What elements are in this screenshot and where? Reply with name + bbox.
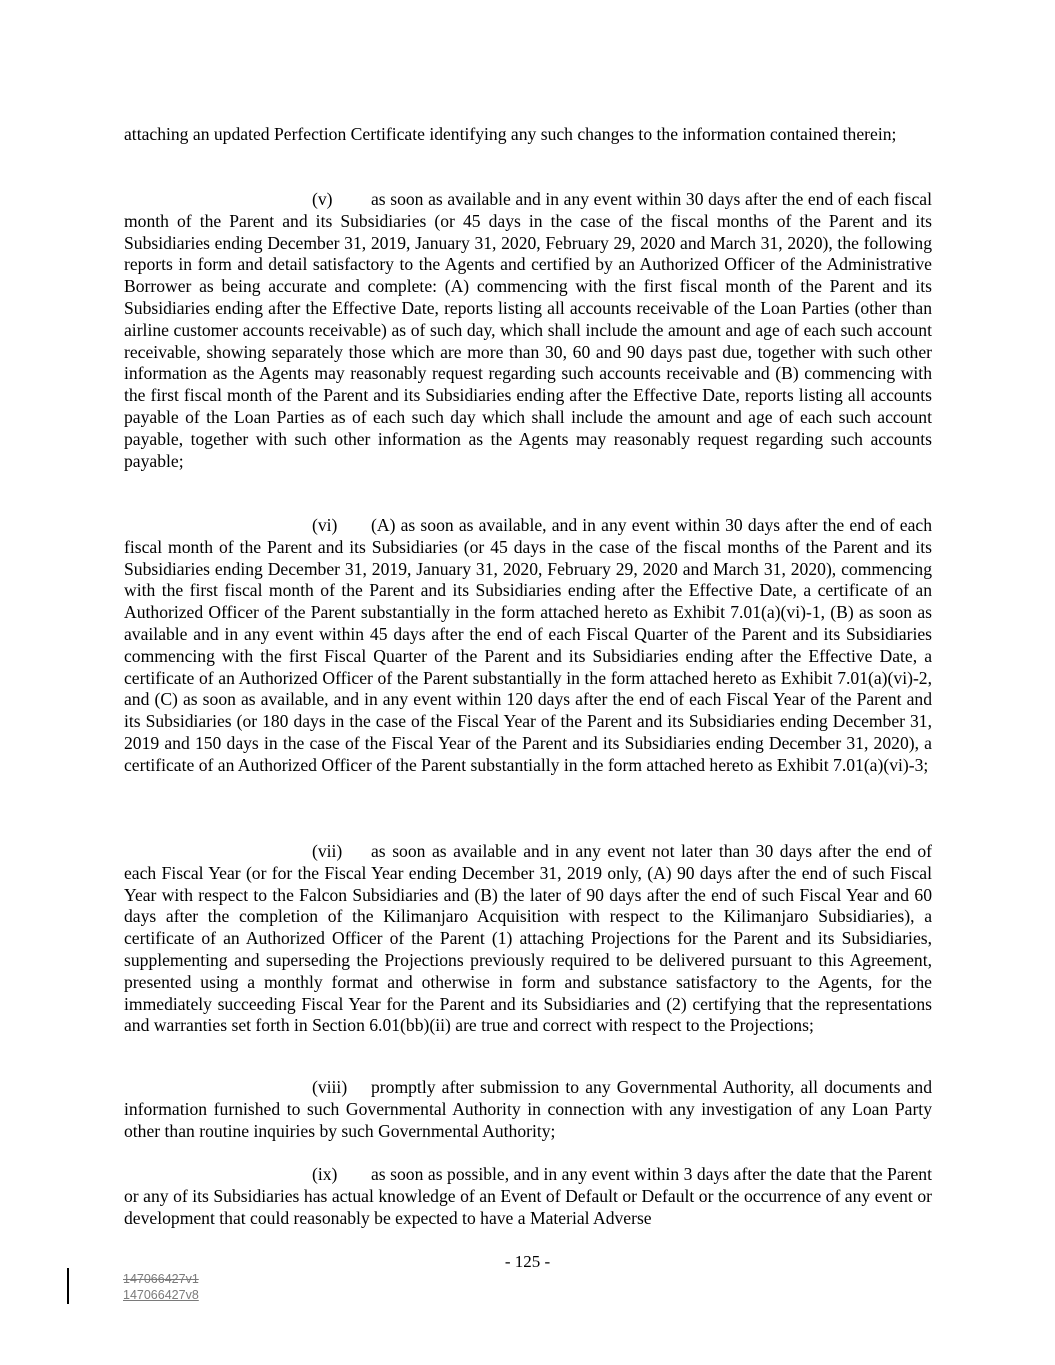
intro-paragraph [124,124,932,146]
clause-viii-text: promptly after submission to any Governmental Authority, all documents and information furnished to such Governmental Authority in connection with any investigation of any Loan Party other than routine inquiries by such Governmental Authority; [124,1077,932,1141]
doc-id-new: 147066427v8 [123,1288,199,1302]
clause-vi-paragraph [124,515,932,777]
clause-vii-text: as soon as available and in any event not later than 30 days after the end of each Fiscal Year (or for the Fiscal Year ending December 31, 2019 only, (A) 90 days after the end of such Fiscal Year with respect to the Falcon Subsidiaries and (B) the later of 90 days after the end of such Fiscal Year and 60 days after the completion of the Kilimanjaro Acquisition with respect to the Kilimanjaro Subsidiaries), a certificate of an Authorized Officer of the Parent (1) attaching Projections for the Parent and its Subsidiaries, supplementing and superseding the Projections previously required to be delivered pursuant to this Agreement, presented using a monthly format and otherwise in form and substance satisfactory to the Agents, for the immediately succeeding Fiscal Year for the Parent and its Subsidiaries and (2) certifying that the representations and warranties set forth in Section 6.01(bb)(ii) are true and correct with respect to the Projections; [124,841,932,1036]
clause-viii-paragraph [124,1077,932,1142]
page-number: - 125 - [504,1252,551,1271]
clause-ix-number: (ix) [312,1164,338,1184]
change-bar [67,1268,69,1304]
clause-v-paragraph [124,189,932,472]
clause-viii-number: (viii) [312,1077,348,1097]
clause-vii-number: (vii) [312,841,343,861]
clause-vi-text: (A) as soon as available, and in any event within 30 days after the end of each fiscal month of the Parent and its Subsidiaries (or 45 days in the case of the fiscal months of the Parent and its Subsidiaries ending December 31, 2019, January 31, 2020, February 29, 2020 and March 31, 2020), commencing with the first fiscal month of the Parent and its Subsidiaries ending after the Effective Date, a certificate of an Authorized Officer of the Parent substantially in the form attached hereto as Exhibit 7.01(a)(vi)-1, (B) as soon as available and in any event within 45 days after the end of each Fiscal Quarter of the Parent and its Subsidiaries commencing with the first Fiscal Quarter of the Parent and its Subsidiaries ending after the Effective Date, a certificate of an Authorized Officer of the Parent substantially in the form attached hereto as Exhibit 7.01(a)(vi)-2, and (C) as soon as available, and in any event within 120 days after the end of each Fiscal Year of the Parent and its Subsidiaries (or 180 days in the case of the Fiscal Year of the Parent and its Subsidiaries ending December 31, 2019 and 150 days in the case of the Fiscal Year of the Parent and its Subsidiaries ending December 31, 2020), a certificate of an Authorized Officer of the Parent substantially in the form attached hereto as Exhibit 7.01(a)(vi)-3; [124,515,932,775]
clause-ix-text: as soon as possible, and in any event within 3 days after the date that the Parent or any of its Subsidiaries has actual knowledge of an Event of Default or Default or the occurrence of any event or development that could reasonably be expected to have a Material Adverse [124,1164,932,1228]
clause-v-text: as soon as available and in any event within 30 days after the end of each fiscal month of the Parent and its Subsidiaries (or 45 days in the case of the fiscal months of the Parent and its Subsidiaries ending December 31, 2019, January 31, 2020, February 29, 2020 and March 31, 2020), the following reports in form and detail satisfactory to the Agents and certified by an Authorized Officer of the Administrative Borrower as being accurate and complete: (A) commencing with the first fiscal month of the Parent and its Subsidiaries ending after the Effective Date, reports listing all accounts receivable of the Loan Parties (other than airline customer accounts receivable) as of such day, which shall include the amount and age of each such account receivable, showing separately those which are more than 30, 60 and 90 days past due, together with such other information as the Agents may reasonably request regarding such accounts receivable and (B) commencing with the first fiscal month of the Parent and its Subsidiaries ending after the Effective Date, reports listing all accounts payable of the Loan Parties as of each such day which shall include the amount and age of each such account payable, together with such other information as the Agents may reasonably request regarding such accounts payable; [124,189,932,471]
clause-ix-paragraph [124,1164,932,1229]
intro-text: attaching an updated Perfection Certificate identifying any such changes to the information contained therein; [124,124,897,144]
clause-vi-number: (vi) [312,515,338,535]
doc-id-old: 147066427v1 [123,1272,199,1286]
clause-v-number: (v) [312,189,333,209]
clause-vii-paragraph [124,841,932,1037]
